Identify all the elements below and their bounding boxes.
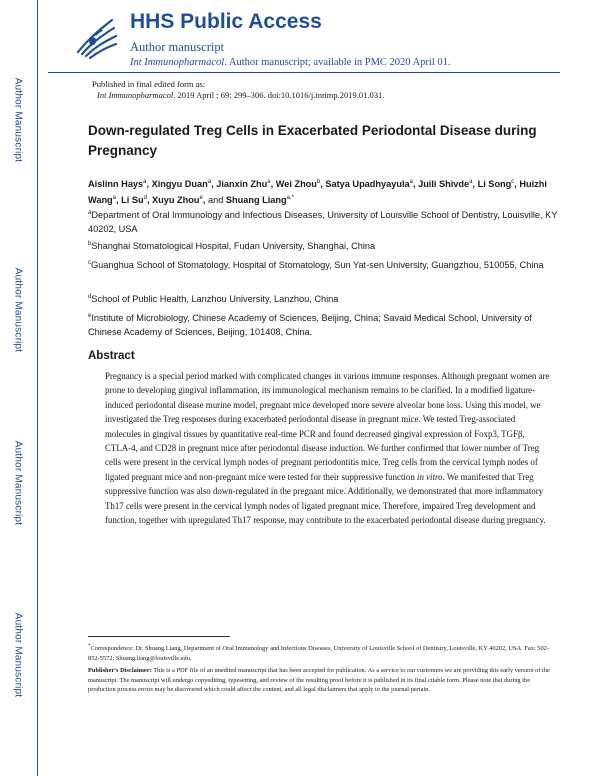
side-divider [37,0,38,776]
author-sup: a [207,179,212,185]
author-list: Aislinn Hays$^a$, Xingyu Duan$^a$, Jianxin Zhu$^a$, Wei Zhou$^b$, Satya Upadhyayula$^a$, Juili Shivde$^a$, Li Song$^c$, Huizhi Wang$^a$, Li Su$^d$, Xuyu Zhou$^e$, and Shuang Liang$^{a,*}$ [88,179,547,206]
author-sup: d [143,195,147,202]
affiliation-text: Department of Oral Immunology and Infectious Diseases, University of Louisville School of Dentistry, Louisville, KY 40202, USA [88,210,558,235]
disclaimer-footnote [88,666,558,695]
author-sup: c [511,179,515,185]
affiliation-sup: e [88,313,92,319]
author: Li Song [477,179,512,190]
author-sup: a [469,179,473,185]
author-sup: a [143,179,147,185]
affiliation-text: Institute of Microbiology, Chinese Academy of Sciences, Beijing, China; Savaid Medical School, University of Chinese Academy of Sciences, Beijing, 101408, China. [88,313,532,338]
published-label: Published in final edited form as: [92,79,206,89]
author: Li Su [121,195,144,206]
hhs-public-access-title: HHS Public Access [130,10,322,33]
author: Xuyu Zhou [152,195,200,206]
author: Satya Upadhyayula [325,179,410,190]
author-sup: a [409,179,413,185]
disclaimer-label: Publisher's Disclaimer: [88,667,152,674]
header-divider [48,72,560,73]
author-sup: e [199,195,203,202]
author-sup: a [112,195,117,202]
affiliation-text: Guanghua School of Stomatology, Hospital of Stomatology, Sun Yat-sen University, Guangzhou, 510055, China [91,260,544,271]
author: Jianxin Zhu [216,179,268,190]
article-title: Down-regulated Treg Cells in Exacerbated Periodontal Disease during Pregnancy [88,123,537,158]
affiliation-text: Shanghai Stomatological Hospital, Fudan University, Shanghai, China [91,241,376,252]
affiliation-c [88,256,568,272]
correspondence-text: Correspondence: Dr. Shuang Liang, Department of Oral Immunology and Infectious Diseases, University of Louisville School of Dentistry, Louisville, KY 40202, USA. Fax: 502-852-5572; Shuang.liang@louisville.edu. [88,645,550,662]
abstract-italic: in vitro [417,471,443,482]
author: Wei Zhou [275,179,317,190]
author: Huizhi Wang [88,179,547,206]
abstract-text-2: . We manifested that Treg suppressive function was also down-regulated in the pregnant mice. Additionally, we demonstrated that more inflammatory Th17 cells were present in the cervical lymph nodes of ligated pregnant mice. Therefore, impaired Treg development and function, together with upregulated Th17 response, may contribute to the exacerbated periodontal disease during pregnancy. [105,471,546,526]
hhs-eagle-logo-icon [72,12,120,62]
availability-text: . Author manuscript; available in PMC 2020 April 01. [224,57,451,68]
affiliation-sup: a [88,210,92,216]
abstract-heading: Abstract [88,350,135,362]
abstract-text-1: Pregnancy is a special period marked with complicated changes in various immune responses. Although pregnant women are prone to developing gingival inflammation, its immunological mechanism remains to be clarified. In a modified ligature-induced periodontal disease murine model, pregnant mice developed more severe alveolar bone loss. Using this model, we investigated the Treg responses during exacerbated periodontal disease in pregnant mice. We tested Treg-associated molecules in gingival tissues by quantitative real-time PCR and found decreased gingival expression of Foxp3, TGFβ, CTLA-4, and CD28 in pregnant mice after periodontal disease induction. We further confirmed that lower number of Treg cells were present in the cervical lymph nodes of pregnant periodontitis mice. Treg cells from the cervical lymph nodes of ligated pregnant mice and non-pregnant mice were tested for their suppressive function [105,371,550,482]
author: Aislinn Hays [88,179,144,190]
availability-journal: Int Immunopharmacol [130,57,225,68]
side-margin: Author Manuscript Author Manuscript Author Manuscript Author Manuscript [12,77,24,698]
author: Shuang Liang [225,195,287,206]
citation-text: . 2019 April ; 69: 299–306. doi:10.1016/j.intimp.2019.01.031. [173,90,385,100]
correspondence-footnote [88,642,558,663]
affiliation-sup: c [88,260,91,266]
citation-journal: Int Immunopharmacol [97,90,174,100]
affiliation-text: School of Public Health, Lanzhou University, Lanzhou, China [91,294,339,305]
author-conjunction: and [207,195,224,206]
author-manuscript-subtitle: Author manuscript [130,40,225,54]
affiliation-sup: d [88,294,92,300]
availability-line [130,57,451,68]
affiliation-b [88,237,568,253]
author-sup: a [267,179,271,185]
affiliation-a [88,206,568,236]
affiliation-e [88,309,568,339]
author: Xingyu Duan [151,179,208,190]
footnote-divider [88,636,230,637]
abstract-body [105,369,551,527]
publication-citation [97,90,384,100]
affiliation-sup: b [88,241,92,247]
footnote-sup: * [88,644,91,649]
author: Juili Shivde [418,179,470,190]
author-sup: b [316,179,321,185]
affiliation-d [88,290,568,306]
disclaimer-text: This is a PDF file of an unedited manuscript that has been accepted for publication. As a service to our customers we are providing this early version of the manuscript. The manuscript will undergo copyediting, typesetting, and review of the resulting proof before it is published in its final citable form. Please note that during the production process errors may be discovered which could affect the content, and all legal disclaimers that apply to the journal pertain. [88,667,550,693]
author-sup: a,* [286,195,294,202]
